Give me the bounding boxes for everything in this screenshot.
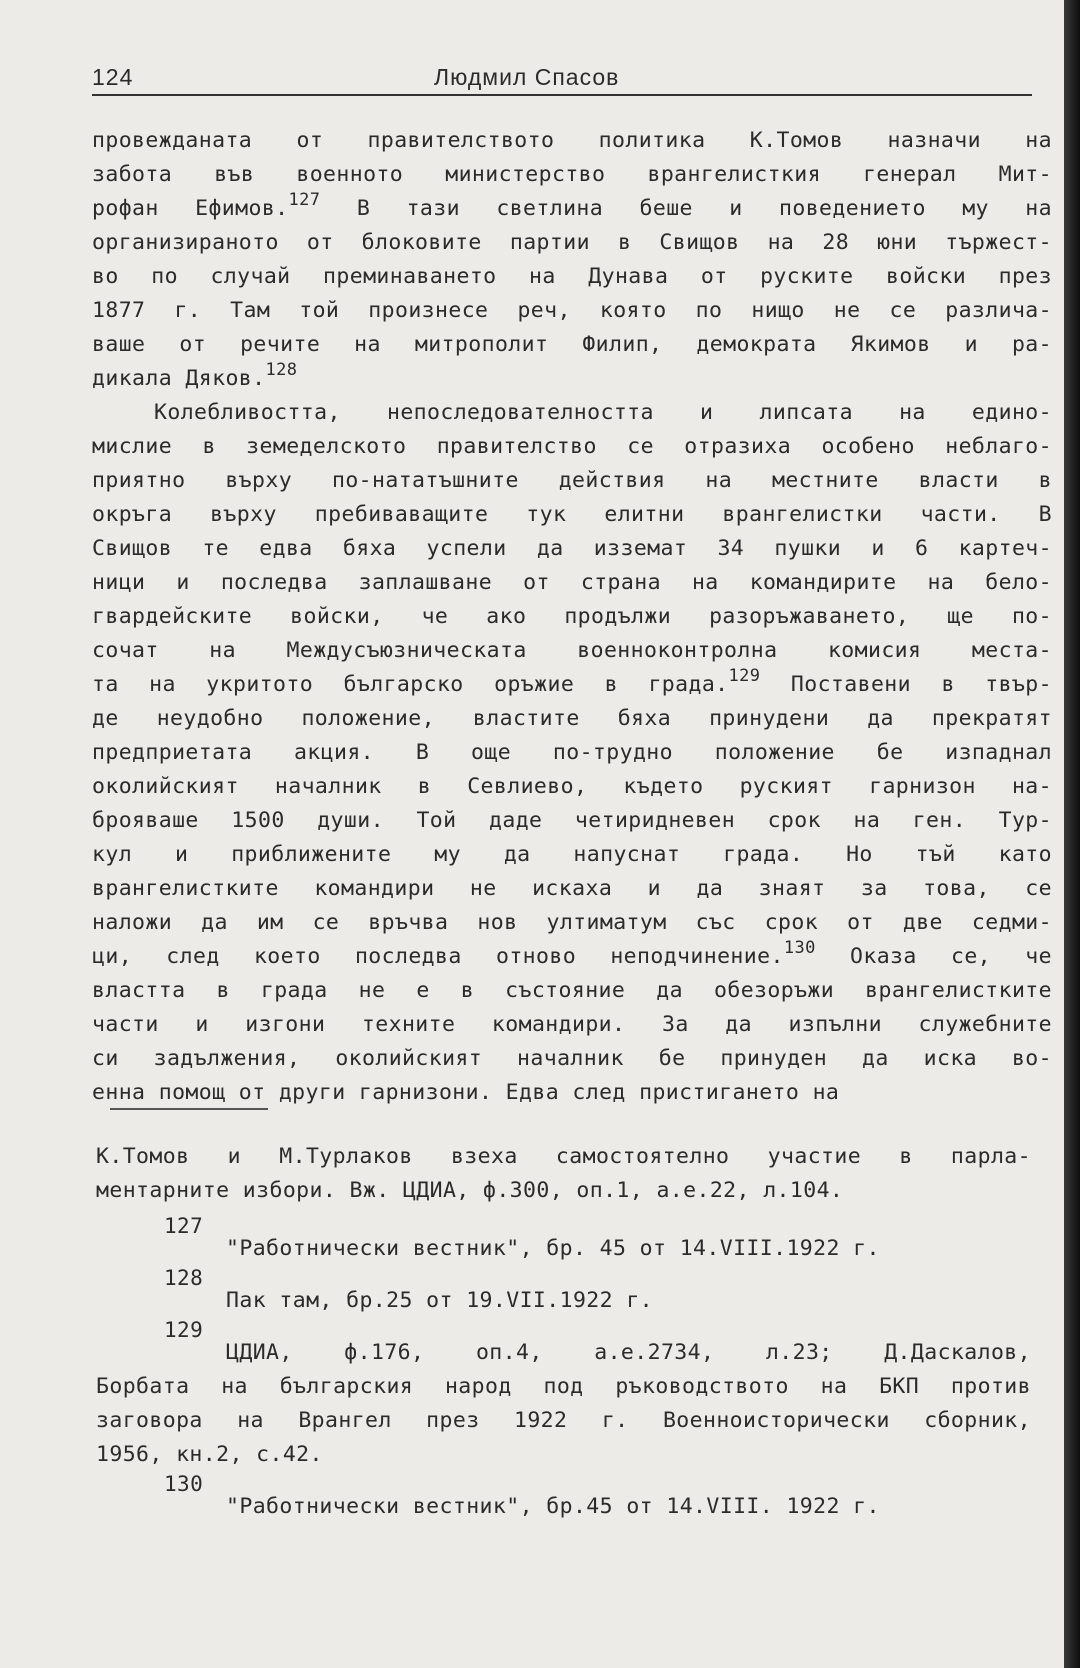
text-fragment: рофан Ефимов. <box>92 196 289 221</box>
text-line: забота във военното министерство врангелисткия генерал Мит- <box>92 162 1052 187</box>
text-line: мислие в земеделското правителство се отразиха особено неблаго- <box>92 434 1052 459</box>
text-line: кул и приближените му да напуснат града. Но тъй като <box>92 842 1052 867</box>
footnote-number: 130 <box>164 1472 204 1496</box>
footnote-text: "Работнически вестник", бр. 45 от 14.VIII.1922 г. <box>226 1236 880 1261</box>
footnote-number: 127 <box>164 1214 204 1238</box>
text-fragment: ци, след което последва отново неподчинение. <box>92 944 784 969</box>
text-line: приятно върху по-нататъшните действия на местните власти в <box>92 468 1052 493</box>
text-line: наложи да им се връчва нов ултиматум със срок от две седми- <box>92 910 1052 935</box>
text-line: околийският началник в Севлиево, където руският гарнизон на- <box>92 774 1052 799</box>
page-number: 124 <box>92 64 134 90</box>
footnote-line: заговора на Врангел през 1922 г. Военноисторически сборник, <box>96 1408 1031 1433</box>
footnote-number: 128 <box>164 1266 204 1290</box>
footnote-ref: 129 <box>728 668 761 686</box>
text-line: ници и последва заплашване от страна на командирите на бело- <box>92 570 1052 595</box>
text-line: предприетата акция. В още по-трудно положение бе изпаднал <box>92 740 1052 765</box>
text-line: части и изгони техните командири. За да изпълни служебните <box>92 1012 1052 1037</box>
text-line: Свищов те едва бяха успели да изземат 34 пушки и 6 картеч- <box>92 536 1052 561</box>
footnote-line: К.Томов и М.Турлаков взеха самостоятелно участие в парла- <box>96 1144 1031 1169</box>
footnote-128 <box>96 1266 1031 1318</box>
text-line: сочат на Междусъюзническата военноконтролна комисия места- <box>92 638 1052 663</box>
footnote-rule <box>110 1108 268 1110</box>
text-line <box>92 362 1052 396</box>
footnote-ref: 130 <box>783 940 816 958</box>
text-line <box>92 940 1052 974</box>
text-line: де неудобно положение, властите бяха принудени да прекратят <box>92 706 1052 731</box>
footnote-number: 129 <box>164 1318 204 1342</box>
text-line: брояваше 1500 души. Той даде четиридневен срок на ген. Тур- <box>92 808 1052 833</box>
text-line <box>92 192 1052 226</box>
text-line: врангелистките командири не искаха и да знаят за това, се <box>92 876 1052 901</box>
footnote-line: ментарните избори. Вж. ЦДИА, ф.300, оп.1, а.е.22, л.104. <box>96 1178 844 1203</box>
body-text <box>92 124 1052 1110</box>
text-fragment: Поставени в твър- <box>790 672 1052 697</box>
header-rule <box>92 94 1032 96</box>
text-line: провежданата от правителството политика К.Томов назначи на <box>92 128 1052 153</box>
text-line: окръга върху пребиваващите тук елитни врангелистки части. В <box>92 502 1052 527</box>
text-fragment: та на укритото българско оръжие в града. <box>92 672 729 697</box>
footnote-line: Борбата на българския народ под ръководството на БКП против <box>96 1374 1031 1399</box>
text-line: организираното от блоковите партии в Свищов на 28 юни тържест- <box>92 230 1052 255</box>
footnotes <box>96 1140 1031 1524</box>
footnote-ref: 128 <box>265 362 298 380</box>
footnote-line: 1956, кн.2, с.42. <box>96 1442 323 1467</box>
text-line: си задължения, околийският началник бе принуден да иска во- <box>92 1046 1052 1071</box>
book-binding-edge <box>1064 0 1080 1668</box>
footnote-text: "Работнически вестник", бр.45 от 14.VIII. 1922 г. <box>226 1494 880 1519</box>
text-line: властта в града не е в състояние да обезоръжи врангелистките <box>92 978 1052 1003</box>
text-line: ваше от речите на митрополит Филип, демократа Якимов и ра- <box>92 332 1052 357</box>
text-fragment: Оказа се, че <box>850 944 1052 969</box>
text-line <box>92 668 1052 702</box>
text-line: гвардейските войски, че ако продължи разоръжаването, ще по- <box>92 604 1052 629</box>
footnote-text: Пак там, бр.25 от 19.VII.1922 г. <box>226 1288 654 1313</box>
text-line: Колебливостта, непоследователността и липсата на едино- <box>154 400 1052 425</box>
footnote-ref: 127 <box>288 192 321 210</box>
text-line: во по случай преминаването на Дунава от руските войски през <box>92 264 1052 289</box>
footnote-127 <box>96 1214 1031 1266</box>
text-line: енна помощ от други гарнизони. Едва след пристигането на <box>92 1080 840 1105</box>
footnote-129 <box>96 1318 1031 1370</box>
text-line: 1877 г. Там той произнесе реч, която по нищо не се различа- <box>92 298 1052 323</box>
text-fragment: В тази светлина беше и поведението му на <box>356 196 1052 221</box>
running-head: Людмил Спасов <box>434 64 620 90</box>
page-header <box>92 60 1032 96</box>
footnote-130 <box>96 1472 1031 1524</box>
text-fragment: дикала Дяков. <box>92 366 266 391</box>
footnote-text: ЦДИА, ф.176, оп.4, а.е.2734, л.23; Д.Даскалов, <box>226 1340 1031 1365</box>
